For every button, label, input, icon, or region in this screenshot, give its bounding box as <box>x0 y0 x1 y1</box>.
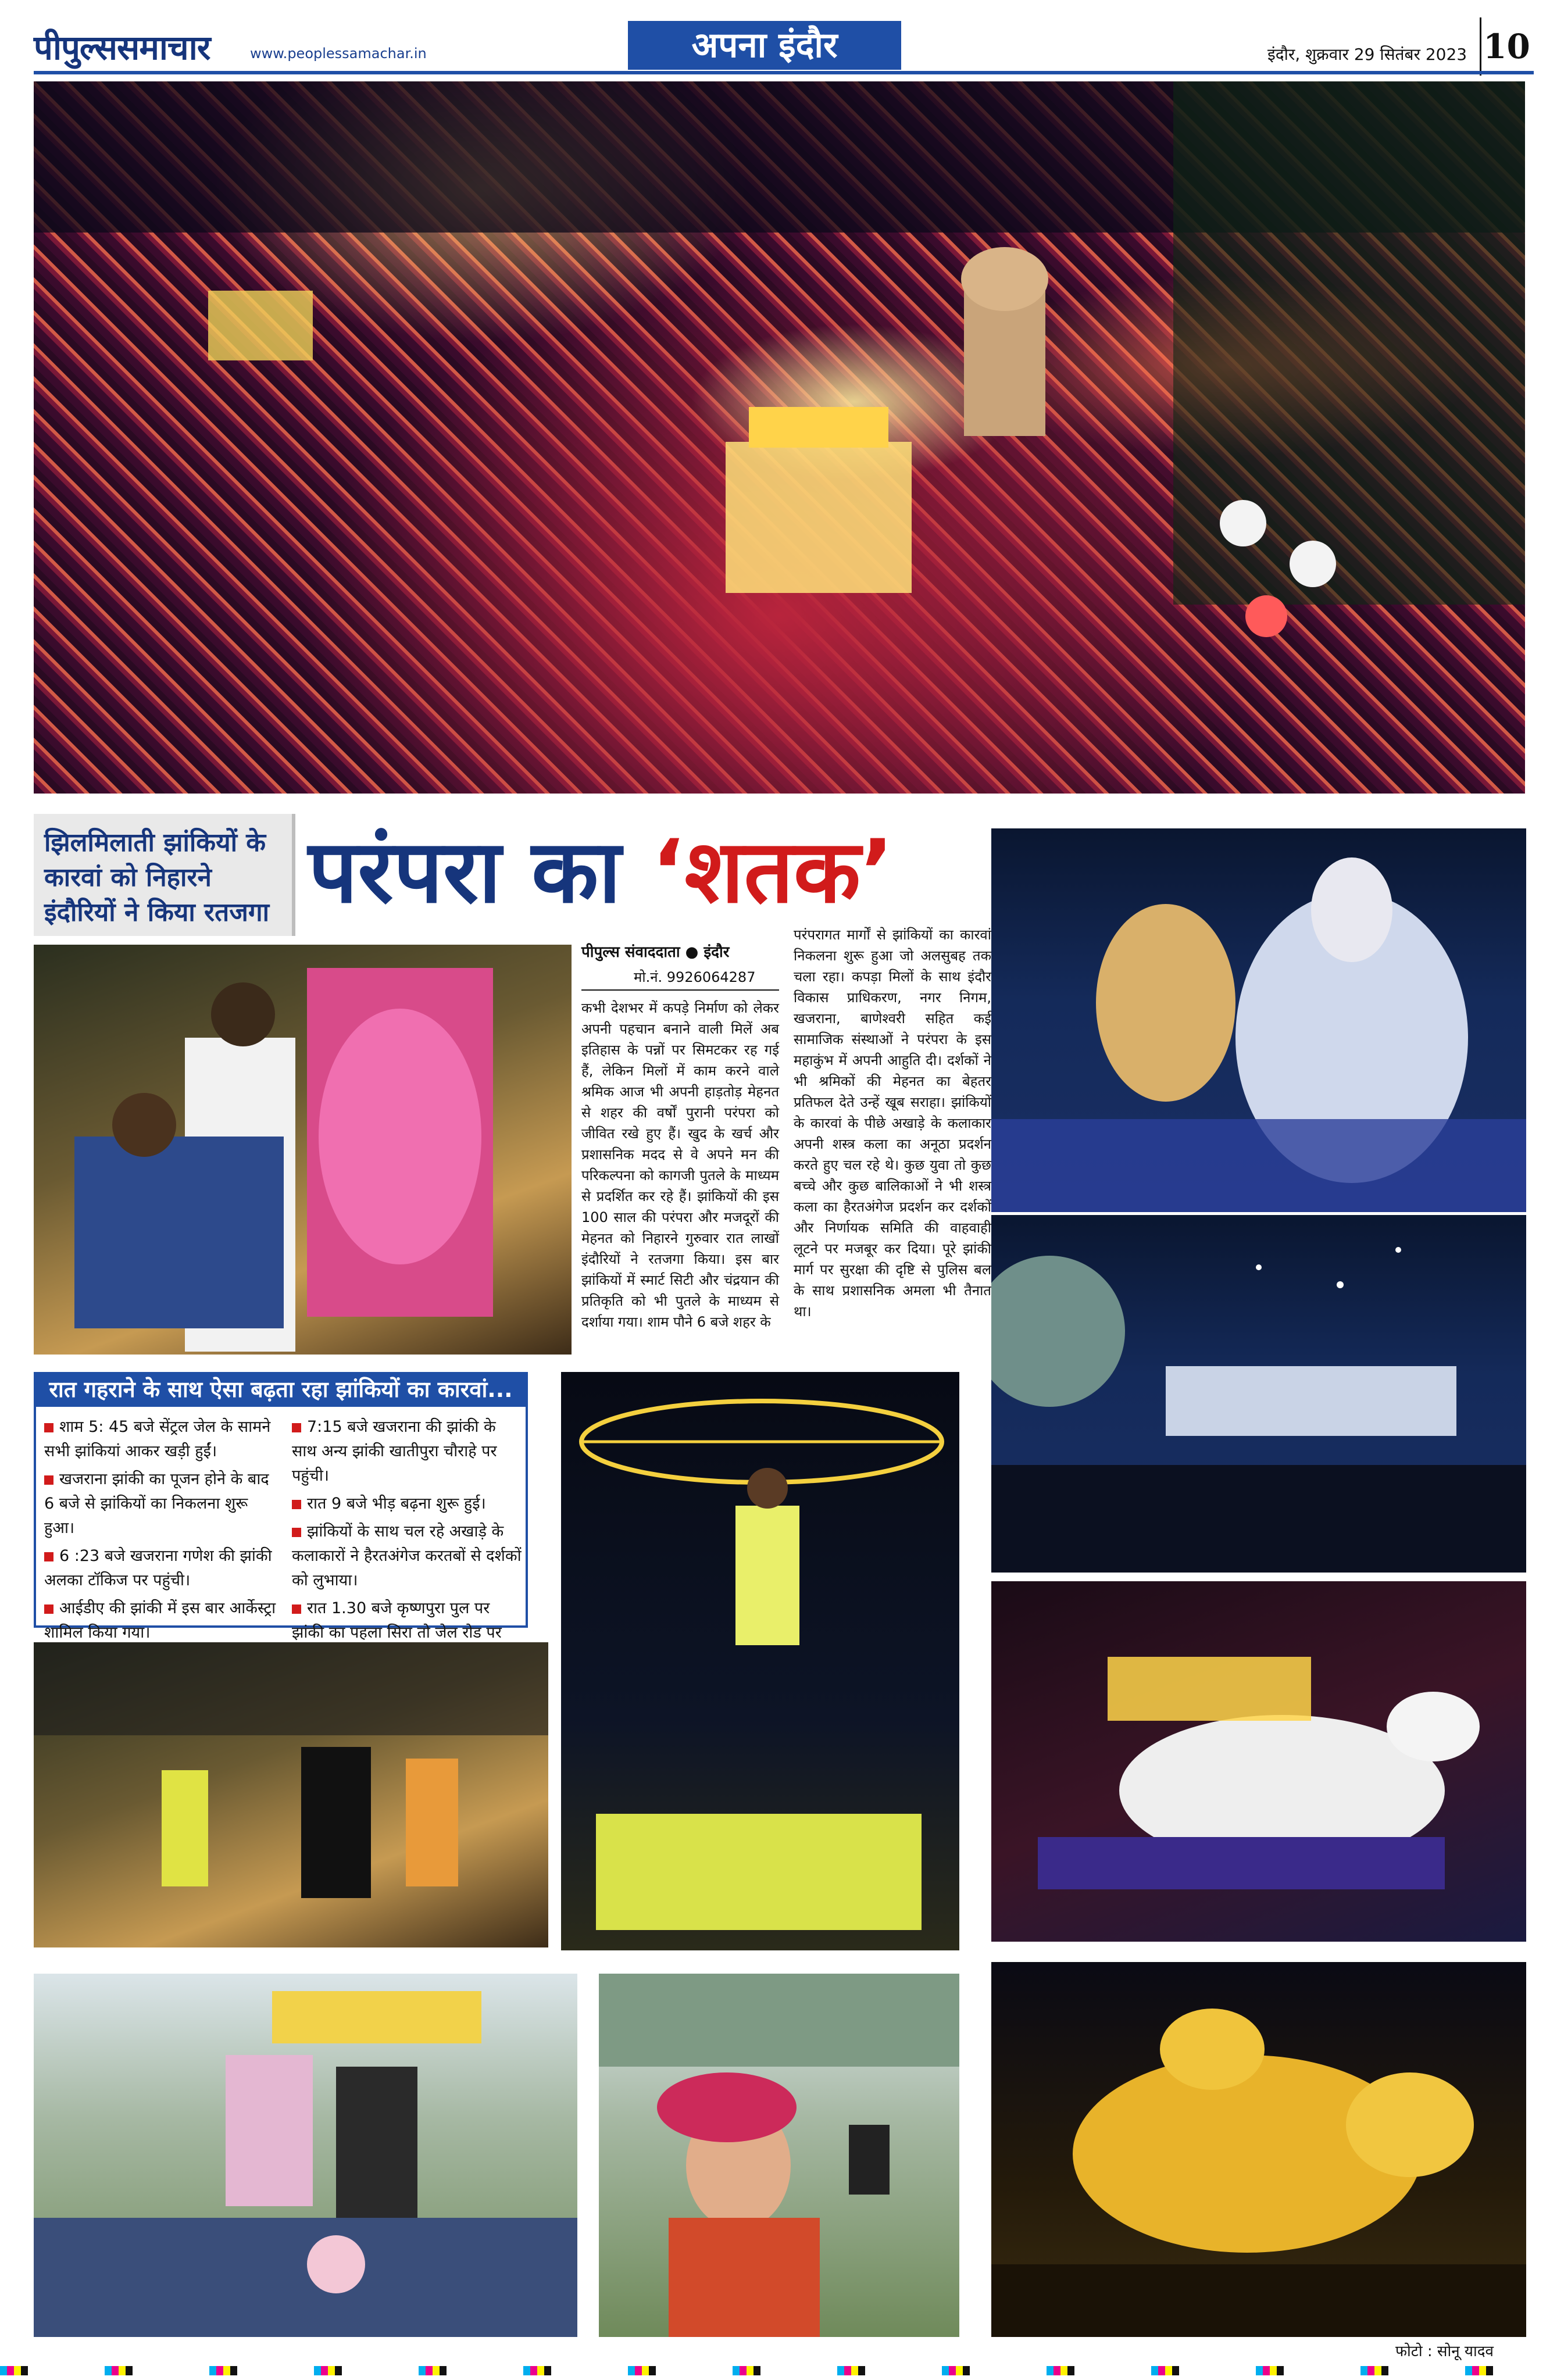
timeline-item: आईडीए की झांकी में इस बार आर्केस्ट्रा शामिल किया गया। <box>44 1599 276 1642</box>
photo-golden-mouse-art <box>991 1962 1526 2337</box>
photo-chandrayaan-jhanki <box>991 1215 1526 1573</box>
headline-part2: ‘शतक’ <box>651 821 894 923</box>
bullet-square-icon <box>292 1423 301 1432</box>
byline: पीपुल्स संवाददाता ● इंदौर <box>581 944 730 961</box>
section-title: अपना इंदौर <box>628 21 901 70</box>
photo-mouse-jhanki <box>991 1581 1526 1942</box>
print-registration-bar <box>0 2366 1557 2375</box>
photo-akhada-crowd-art <box>34 1642 548 1947</box>
article-column-1: कभी देशभर में कपड़े निर्माण को लेकर अपनी पहचान बनाने वाली मिलें अब इतिहास के पन्नों पर सिमटकर रह गई हैं, लेकिन मिलों में काम करने वाले श्रमिक आज भी अपनी हाड़तोड़ मेहनत से शहर की वर्षों पुरानी परंपरा को जीवित रखे हुए हैं। खुद के खर्च और प्रशासनिक मदद से वे अपने मन की परिकल्पना को कागजी पुतले के माध्यम से प्रदर्शित कर रहे हैं। झांकियों की इस 100 साल की परंपरा और मजदूरों की मेहनत को निहारने गुरुवार रात लाखों इंदौरियों ने रतजगा किया। इस बार झांकियों में स्मार्ट सिटी और चंद्रयान की प्रतिकृति को भी पुतले के माध्यम से दर्शाया गया। शाम पौने 6 बजे शहर के <box>581 1000 779 1330</box>
hero-photo-art <box>34 81 1525 794</box>
timeline-item: खजराना झांकी का पूजन होने के बाद 6 बजे से झांकियों का निकलना शुरू हुआ। <box>44 1470 269 1537</box>
masthead-rule <box>34 71 1534 74</box>
masthead <box>0 0 1557 76</box>
dateline: इंदौर, शुक्रवार 29 सितंबर 2023 <box>1267 45 1467 64</box>
website-url[interactable]: www.peoplessamachar.in <box>250 45 427 62</box>
timeline-item: 6 :23 बजे खजराना गणेश की झांकी अलका टॉकिज पर पहुंची। <box>44 1547 272 1589</box>
timeline-item: 7:15 बजे खजराना की झांकी के साथ अन्य झांकी खातीपुरा चौराहे पर पहुंची। <box>292 1418 497 1485</box>
bullet-square-icon <box>44 1604 53 1614</box>
headline-part1: परंपरा का <box>308 821 622 923</box>
brand-left: पीपुल्स <box>34 28 117 67</box>
reporter-mobile: मो.नं. 9926064287 <box>634 969 756 985</box>
photo-chandrayaan-art <box>991 1215 1526 1573</box>
bullet-square-icon <box>292 1528 301 1537</box>
article-column-2: परंपरागत मार्गों से झांकियों का कारवां निकलना शुरू हुआ जो अलसुबह तक चला रहा। कपड़ा मिलों के साथ इंदौर विकास प्राधिकरण, नगर निगम, खजराना, बाणेश्वरी सहित कई सामाजिक संस्थाओं ने परंपरा के इस महाकुंभ में अपनी आहुति दी। दर्शकों ने भी श्रमिकों की मेहनत का बेहतर प्रतिफल देते उन्हें खूब सराहा। झांकियों के कारवां के पीछे अखाड़े के कलाकार अपनी शस्त्र कला का अनूठा प्रदर्शन करते हुए चल रहे थे। कुछ युवा तो कुछ बच्चे और कुछ बालिकाओं ने भी शस्त्र कला का हैरतअंगेज प्रदर्शन कर दर्शकों और निर्णायक समिति की वाहवाही लूटने पर मजबूर कर दिया। पूरे झांकी मार्ग पर सुरक्षा की दृष्टि से पुलिस बल के साथ प्रशासनिक अमला भी तैनात था। <box>794 927 991 1320</box>
newspaper-logo <box>34 23 210 69</box>
photo-akhada-crowd <box>34 1642 548 1947</box>
photo-selfie-girl <box>599 1974 959 2337</box>
headline-kicker: झिलमिलाती झांकियों के कारवां को निहारने इंदौरियों ने किया रतजगा <box>34 814 295 936</box>
photo-shiva-idol <box>991 828 1526 1212</box>
bullet-square-icon <box>292 1604 301 1614</box>
timeline-left-list <box>44 1415 283 1645</box>
photo-akhada-art <box>561 1372 959 1950</box>
timeline-item: झांकियों के साथ चल रहे अखाड़े के कलाकारों ने हैरतअंगेज करतबों से दर्शकों को लुभाया। <box>292 1523 522 1589</box>
timeline-item: शाम 5: 45 बजे सेंट्रल जेल के सामने सभी झांकियां आकर खड़ी हुईं। <box>44 1418 271 1460</box>
hero-photo-crowd <box>34 81 1525 794</box>
bullet-square-icon <box>44 1423 53 1432</box>
timeline-item: रात 9 बजे भीड़ बढ़ना शुरू हुई। <box>292 1492 522 1516</box>
photo-mouse-art <box>991 1581 1526 1942</box>
timeline-box <box>34 1407 528 1642</box>
photo-credit: फोटो : सोनू यादव <box>1395 2343 1494 2360</box>
timeline-title: रात गहराने के साथ ऐसा बढ़ता रहा झांकियों का कारवां... <box>34 1372 528 1407</box>
byline-rule <box>581 989 779 991</box>
timeline-right-list <box>292 1415 522 1670</box>
bullet-square-icon <box>44 1552 53 1561</box>
photo-ganesh-visarjan <box>34 1974 577 2337</box>
photo-golden-mouse-jhanki <box>991 1962 1526 2337</box>
photo-visarjan-art <box>34 1974 577 2337</box>
brand-right: समाचार <box>116 28 210 67</box>
headline-main <box>308 814 971 936</box>
photo-selfie-art <box>599 1974 959 2337</box>
photo-puja-jhanki <box>34 945 572 1355</box>
bullet-square-icon <box>292 1500 301 1509</box>
photo-puja-art <box>34 945 572 1355</box>
photo-shiva-art <box>991 828 1526 1212</box>
page-number: 10 <box>1480 17 1532 76</box>
bullet-square-icon <box>44 1475 53 1485</box>
photo-akhada-performer <box>561 1372 959 1950</box>
timeline-item: रात 1.30 बजे कृष्णपुरा पुल पर झांकी का पहला सिरा तो जेल रोड पर <box>292 1599 502 1642</box>
